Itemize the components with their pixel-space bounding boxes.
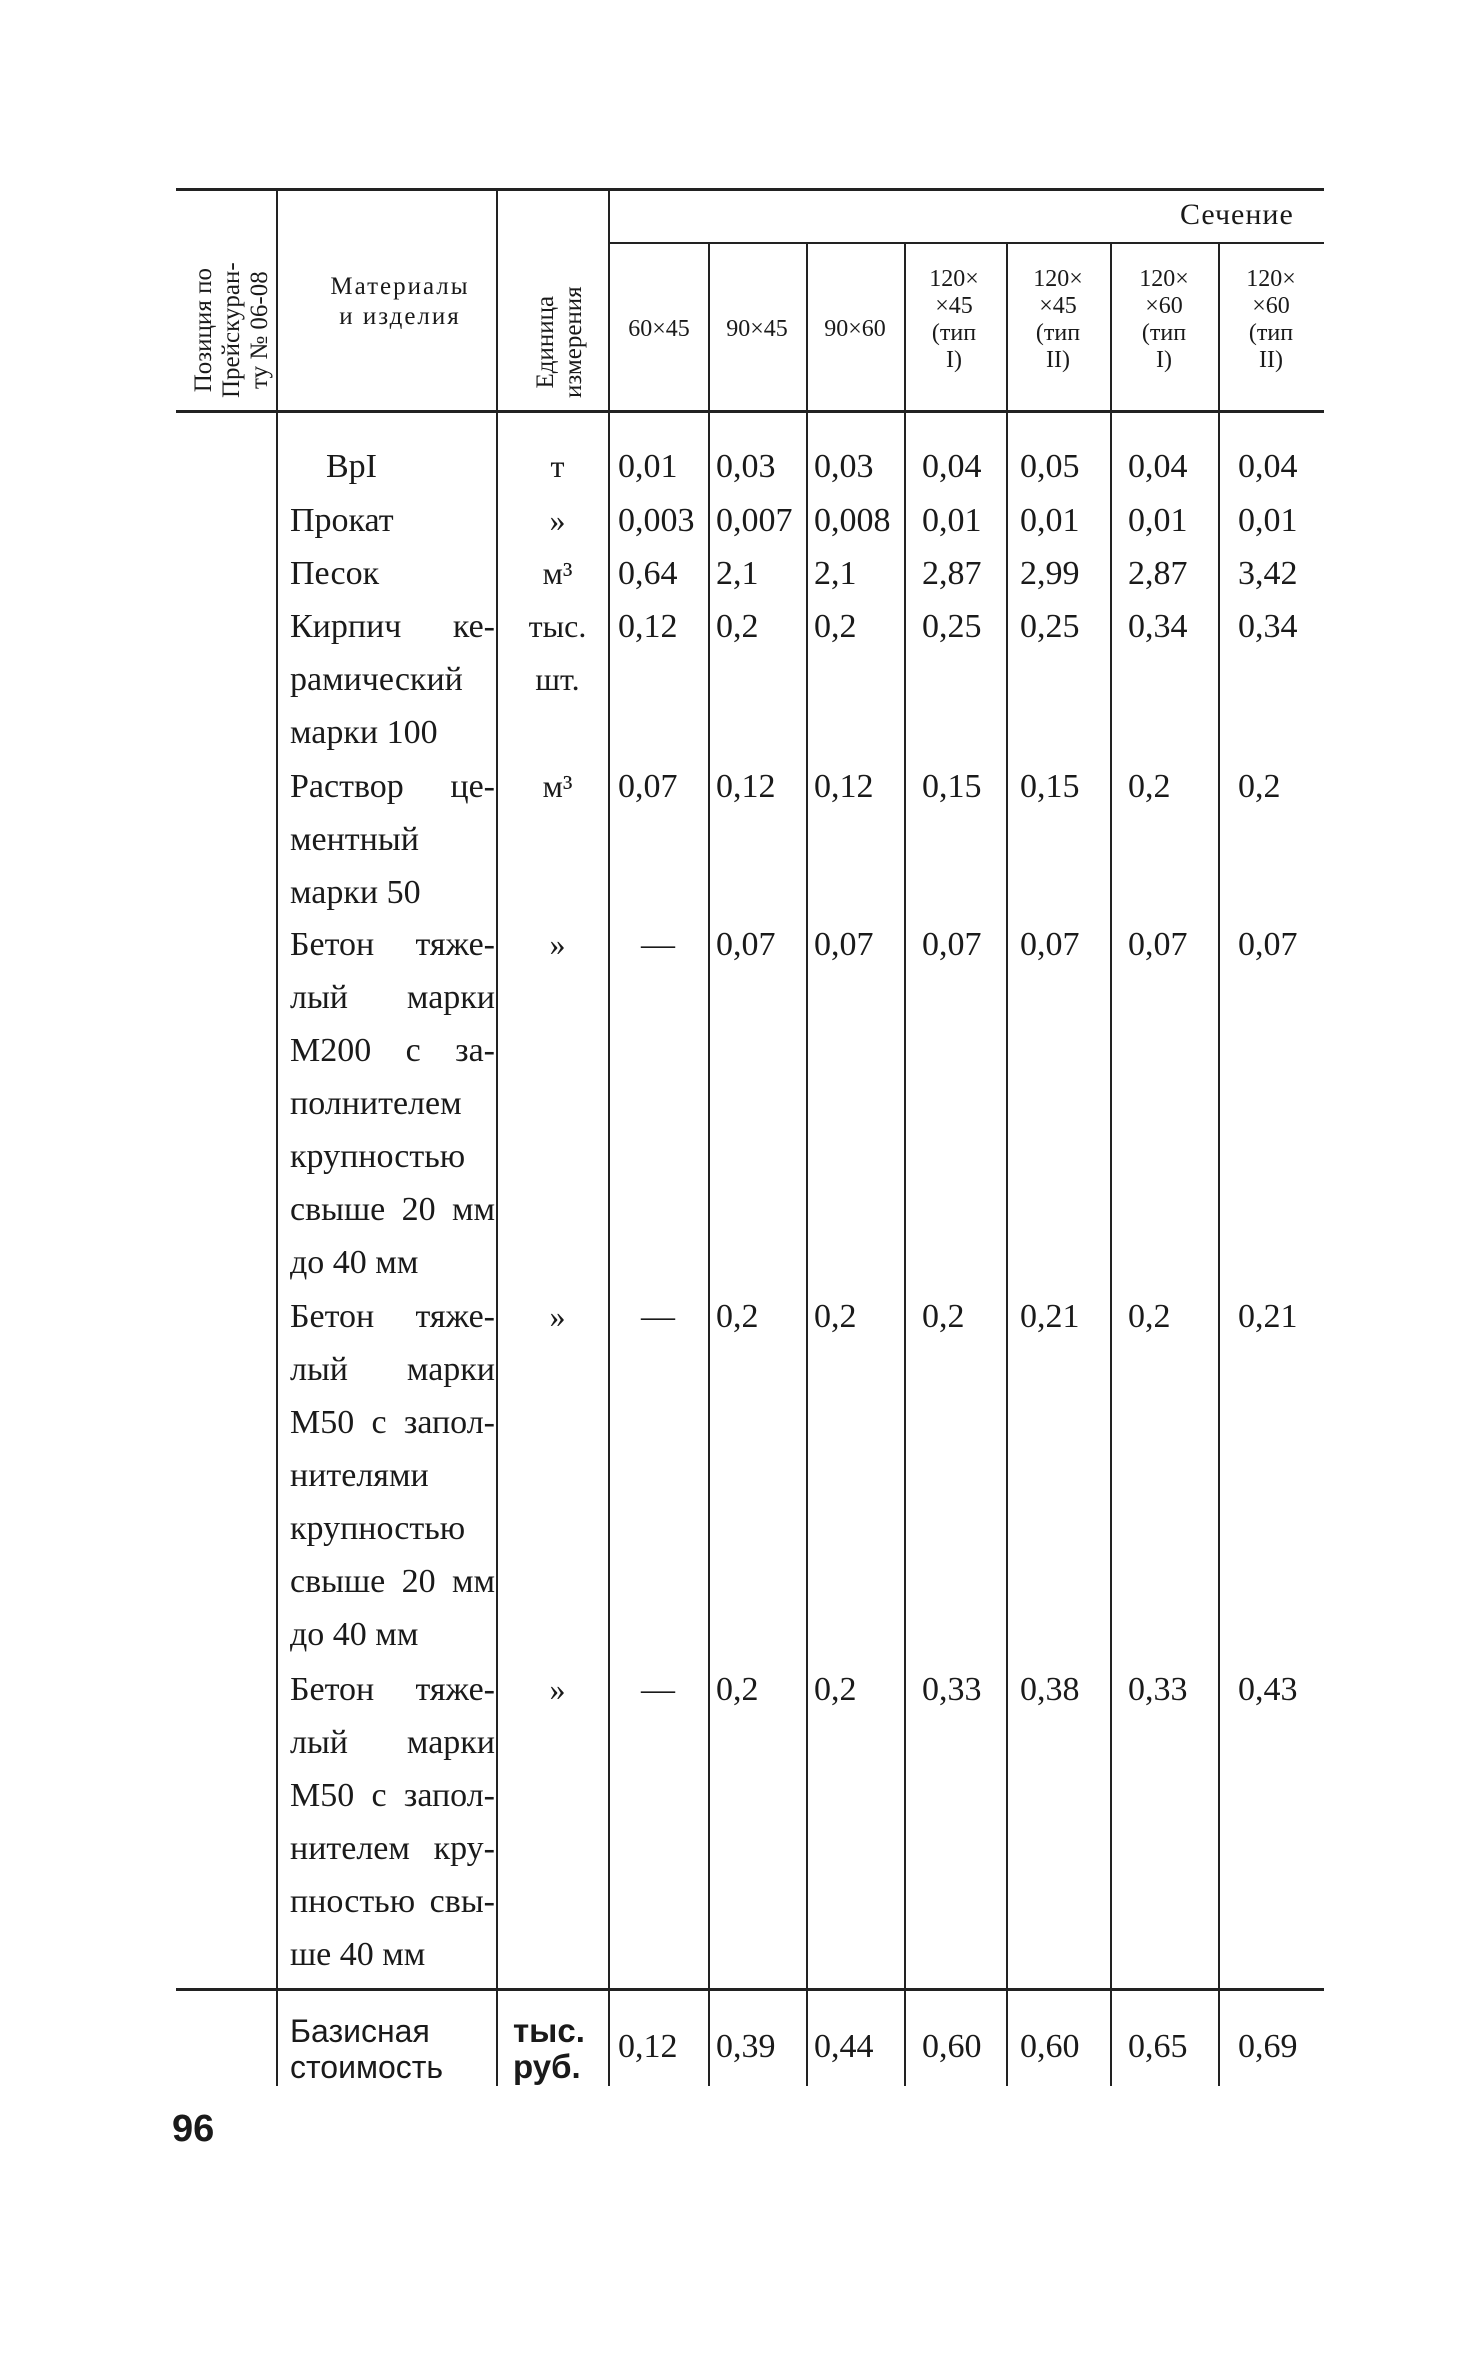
table-cell: 0,21 xyxy=(1238,1298,1298,1335)
material-line: свыше 20 мм xyxy=(290,1563,495,1600)
footer-material-line: Базисная xyxy=(290,2013,430,2049)
row-material xyxy=(290,547,495,600)
table-cell: 0,33 xyxy=(1128,1671,1188,1708)
section-header-120x60-2 xyxy=(1218,266,1324,374)
section-header-line: (тип xyxy=(1035,320,1081,346)
table-cell: 0,2 xyxy=(1128,768,1171,805)
material-line: лый марки xyxy=(290,1724,495,1761)
row-unit xyxy=(505,494,610,547)
material-line: ментный xyxy=(290,821,419,858)
row-unit xyxy=(505,760,610,813)
table-cell: 0,07 xyxy=(1128,926,1188,963)
table-cell: 2,87 xyxy=(1128,555,1188,592)
unit-column-header xyxy=(532,286,588,398)
footer-value-cell: 0,44 xyxy=(814,2028,874,2065)
footer-value-cell: 0,65 xyxy=(1128,2028,1188,2065)
footer-unit-line: руб. xyxy=(513,2048,581,2085)
material-line: Бетон тяже- xyxy=(290,1298,495,1335)
section-header-line: ×60 xyxy=(1145,293,1183,319)
section-subheader-rule xyxy=(610,242,1324,244)
table-cell: — xyxy=(641,1671,675,1708)
footer-material xyxy=(290,2013,443,2085)
section-header-line: ×45 xyxy=(1039,293,1077,319)
row-material xyxy=(290,600,495,759)
table-cell: 0,2 xyxy=(716,1671,759,1708)
material-line: пностью свы- xyxy=(290,1883,495,1920)
section-header-line: (тип xyxy=(1141,320,1187,346)
unit-line: м³ xyxy=(542,768,573,804)
material-line: крупностью xyxy=(290,1510,466,1547)
row-unit xyxy=(505,600,610,706)
table-cell: 0,2 xyxy=(814,1671,857,1708)
unit-line: » xyxy=(549,502,566,538)
section-header-line: ×60 xyxy=(1252,293,1290,319)
footer-value-cell: 0,60 xyxy=(922,2028,982,2065)
table-cell: 0,007 xyxy=(716,502,793,539)
table-cell: 0,2 xyxy=(716,1298,759,1335)
material-line: Раствор це- xyxy=(290,768,495,805)
footer-material-line: стоимость xyxy=(290,2049,444,2085)
table-cell: 0,2 xyxy=(716,608,759,645)
unit-line: » xyxy=(549,926,566,962)
table-cell: 0,07 xyxy=(716,926,776,963)
material-line: ВрI xyxy=(326,448,377,485)
section-header-120x45-2 xyxy=(1006,266,1110,374)
footer-unit xyxy=(513,2013,585,2085)
section-header-line: 90×45 xyxy=(726,316,788,342)
material-line: рамический xyxy=(290,661,463,698)
position-column-header xyxy=(190,262,274,398)
table-cell: 0,15 xyxy=(922,768,982,805)
table-cell: 0,01 xyxy=(1128,502,1188,539)
table-cell: 0,2 xyxy=(1238,768,1281,805)
unit-line: м³ xyxy=(542,555,573,591)
material-line: нителем кру- xyxy=(290,1830,495,1867)
table-cell: 0,2 xyxy=(814,1298,857,1335)
table-cell: 0,12 xyxy=(814,768,874,805)
section-header-line: (тип xyxy=(1248,320,1294,346)
table-cell: 0,03 xyxy=(716,448,776,485)
row-unit xyxy=(505,1663,610,1716)
table-cell: 0,05 xyxy=(1020,448,1080,485)
section-header-line: 90×60 xyxy=(824,316,886,342)
row-material xyxy=(290,918,495,1289)
material-line: Кирпич ке- xyxy=(290,608,495,645)
footer-top-rule xyxy=(176,1988,1324,1991)
unit-line: шт. xyxy=(535,661,580,697)
material-line: лый марки xyxy=(290,1351,495,1388)
unit-line: т xyxy=(550,448,565,484)
table-cell: 0,04 xyxy=(1128,448,1188,485)
table-cell: 0,2 xyxy=(1128,1298,1171,1335)
position-header-line: Позиция по xyxy=(190,268,217,393)
material-line: ше 40 мм xyxy=(290,1936,426,1973)
table-cell: 0,38 xyxy=(1020,1671,1080,1708)
section-title: Сечение xyxy=(1180,198,1294,231)
material-line: полнителем xyxy=(290,1085,462,1122)
unit-line: » xyxy=(549,1298,566,1334)
table-cell: 0,07 xyxy=(1238,926,1298,963)
row-unit xyxy=(505,1290,610,1343)
section-header-line: 120× xyxy=(929,266,979,292)
table-cell: 0,33 xyxy=(922,1671,982,1708)
table-top-rule xyxy=(176,188,1324,191)
table-cell: 0,04 xyxy=(922,448,982,485)
materials-column-header xyxy=(300,272,500,332)
section-header-line: 120× xyxy=(1139,266,1189,292)
table-cell: 0,34 xyxy=(1128,608,1188,645)
table-cell: 0,12 xyxy=(716,768,776,805)
footer-value-cell: 0,12 xyxy=(618,2028,678,2065)
section-header-line: 120× xyxy=(1033,266,1083,292)
section-header-line: II) xyxy=(1259,347,1283,373)
table-cell: 0,43 xyxy=(1238,1671,1298,1708)
section-header-line: 60×45 xyxy=(628,316,690,342)
section-header-line: II) xyxy=(1046,347,1070,373)
table-cell: 0,003 xyxy=(618,502,695,539)
table-cell: 2,87 xyxy=(922,555,982,592)
table-cell: — xyxy=(641,1298,675,1335)
column-rule-position xyxy=(276,190,278,2086)
table-cell: 0,07 xyxy=(618,768,678,805)
material-line: до 40 мм xyxy=(290,1616,419,1653)
section-header-line: I) xyxy=(946,347,962,373)
table-cell: 0,21 xyxy=(1020,1298,1080,1335)
materials-header-line: Материалы xyxy=(330,273,470,300)
table-cell: 2,1 xyxy=(716,555,759,592)
section-header-120x45-1 xyxy=(904,266,1004,374)
page-number: 96 xyxy=(172,2108,215,2150)
position-header-line: ту № 06-08 xyxy=(246,271,273,390)
material-line: свыше 20 мм xyxy=(290,1191,495,1228)
table-cell: 0,15 xyxy=(1020,768,1080,805)
table-cell: 0,25 xyxy=(1020,608,1080,645)
row-material xyxy=(290,760,495,919)
material-line: марки 50 xyxy=(290,874,421,911)
materials-header-line: и изделия xyxy=(339,303,461,330)
section-header-line: (тип xyxy=(931,320,977,346)
table-cell: 2,99 xyxy=(1020,555,1080,592)
material-line: М50 с запол- xyxy=(290,1777,495,1814)
material-line: крупностью xyxy=(290,1138,466,1175)
header-bottom-rule xyxy=(176,410,1324,413)
section-header-120x60-1 xyxy=(1110,266,1218,374)
section-header-60x45 xyxy=(610,316,708,343)
table-cell: 0,008 xyxy=(814,502,891,539)
row-material xyxy=(290,440,531,493)
material-line: лый марки xyxy=(290,979,495,1016)
table-cell: 0,07 xyxy=(1020,926,1080,963)
material-line: нителями xyxy=(290,1457,429,1494)
unit-line: тыс. xyxy=(528,608,587,644)
table-cell: 0,01 xyxy=(618,448,678,485)
row-unit xyxy=(505,918,610,971)
material-line: Песок xyxy=(290,555,380,592)
table-cell: 0,01 xyxy=(1020,502,1080,539)
material-line: марки 100 xyxy=(290,714,438,751)
row-material xyxy=(290,1663,495,1981)
row-unit xyxy=(505,547,610,600)
footer-value-cell: 0,39 xyxy=(716,2028,776,2065)
unit-header-line: измерения xyxy=(560,286,587,398)
material-line: М50 с запол- xyxy=(290,1404,495,1441)
material-line: Бетон тяже- xyxy=(290,1671,495,1708)
row-unit xyxy=(505,440,610,493)
table-cell: — xyxy=(641,926,675,963)
position-header-line: Прейскуран- xyxy=(218,262,245,398)
footer-value-cell: 0,69 xyxy=(1238,2028,1298,2065)
row-material xyxy=(290,1290,495,1661)
material-line: Бетон тяже- xyxy=(290,926,495,963)
row-material xyxy=(290,494,495,547)
table-cell: 0,25 xyxy=(922,608,982,645)
table-cell: 0,03 xyxy=(814,448,874,485)
footer-unit-line: тыс. xyxy=(513,2012,585,2049)
material-line: Прокат xyxy=(290,502,394,539)
footer-value-cell: 0,60 xyxy=(1020,2028,1080,2065)
table-cell: 0,34 xyxy=(1238,608,1298,645)
table-cell: 0,07 xyxy=(922,926,982,963)
table-cell: 0,04 xyxy=(1238,448,1298,485)
table-cell: 0,2 xyxy=(814,608,857,645)
table-cell: 0,12 xyxy=(618,608,678,645)
table-cell: 0,07 xyxy=(814,926,874,963)
unit-header-line: Единица xyxy=(532,295,559,389)
section-header-90x60 xyxy=(806,316,904,343)
unit-line: » xyxy=(549,1671,566,1707)
section-header-line: 120× xyxy=(1246,266,1296,292)
table-cell: 0,01 xyxy=(922,502,982,539)
material-line: до 40 мм xyxy=(290,1244,419,1281)
table-cell: 0,01 xyxy=(1238,502,1298,539)
section-header-line: I) xyxy=(1156,347,1172,373)
table-cell: 2,1 xyxy=(814,555,857,592)
table-cell: 0,64 xyxy=(618,555,678,592)
material-line: М200 с за- xyxy=(290,1032,495,1069)
table-cell: 3,42 xyxy=(1238,555,1298,592)
section-header-90x45 xyxy=(708,316,806,343)
table-cell: 0,2 xyxy=(922,1298,965,1335)
section-header-line: ×45 xyxy=(935,293,973,319)
